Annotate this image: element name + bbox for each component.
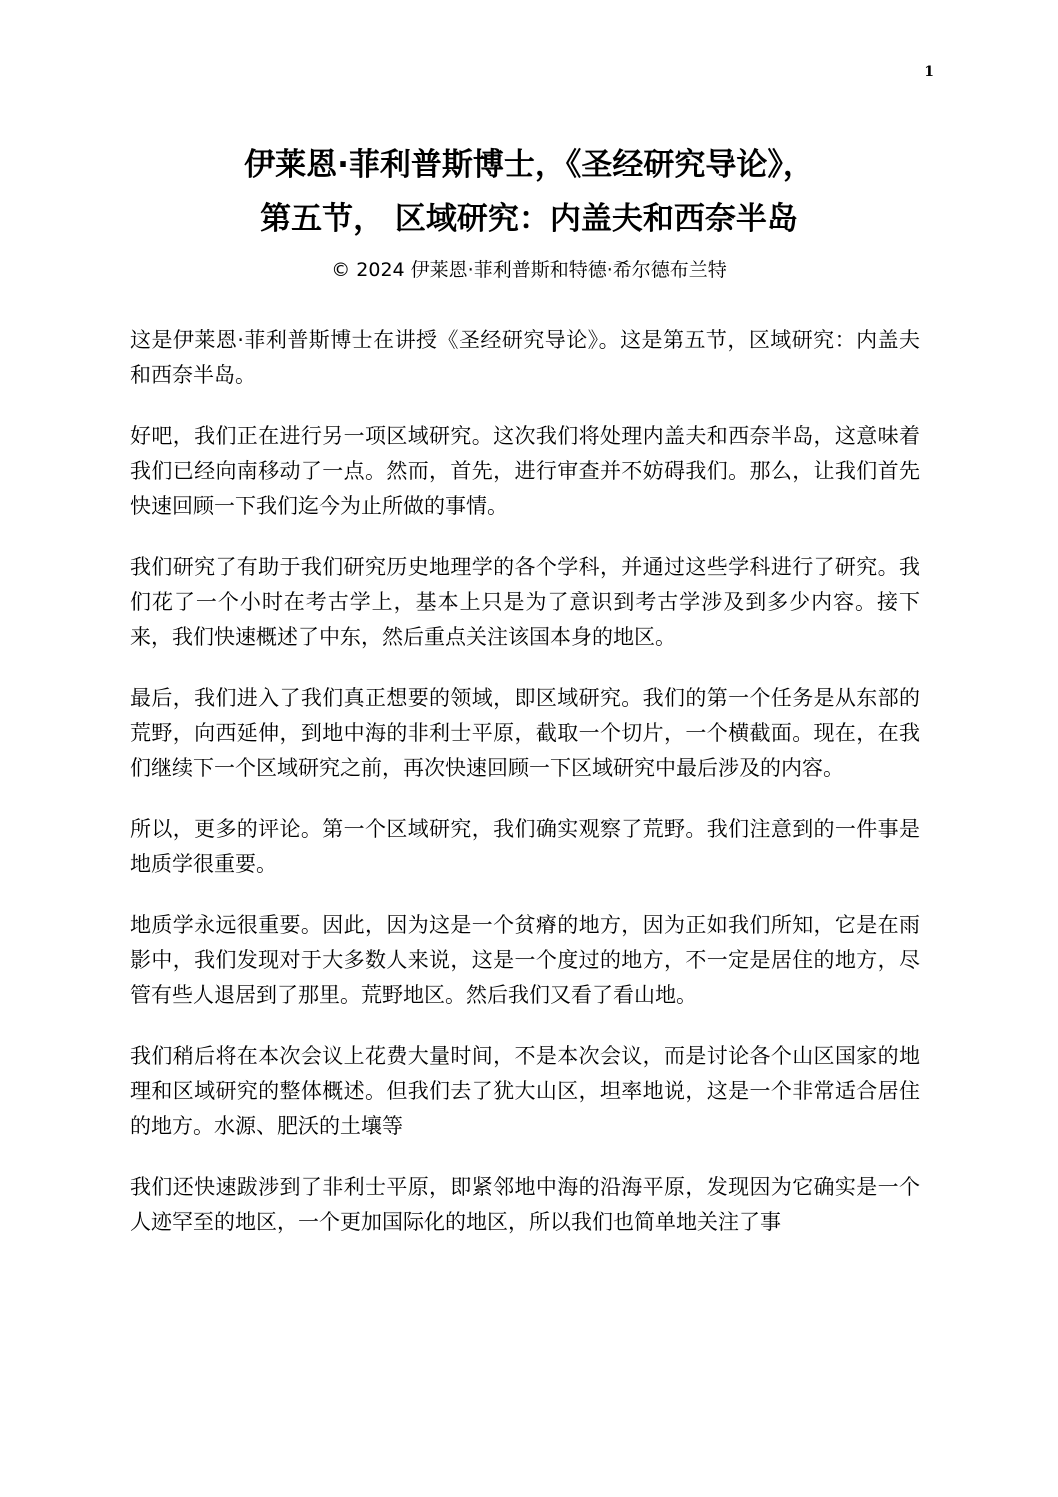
paragraph: 我们研究了有助于我们研究历史地理学的各个学科，并通过这些学科进行了研究。我们花了一个小时在考古学上，基本上只是为了意识到考古学涉及到多少内容。接下来，我们快速概述了中东，然后重点关注该国本身的地区。 (130, 555, 920, 649)
paragraph: 好吧，我们正在进行另一项区域研究。这次我们将处理内盖夫和西奈半岛，这意味着我们已经向南移动了一点。然而，首先，进行审查并不妨碍我们。那么，让我们首先快速回顾一下我们迄今为止所做的事情。 (130, 424, 920, 518)
paragraph: 我们还快速跋涉到了非利士平原，即紧邻地中海的沿海平原，发现因为它确实是一个人迹罕至的地区，一个更加国际化的地区，所以我们也简单地关注了事 (130, 1175, 920, 1234)
page-number: 1 (924, 64, 934, 80)
paragraph: 我们稍后将在本次会议上花费大量时间，不是本次会议，而是讨论各个山区国家的地理和区域研究的整体概述。但我们去了犹大山区，坦率地说，这是一个非常适合居住的地方。水源、肥沃的土壤等 (130, 1044, 920, 1138)
document-header (60, 138, 998, 284)
copyright-notice: © 2024 伊莱恩·菲利普斯和特德·希尔德布兰特 (331, 259, 727, 281)
document-body (130, 323, 920, 1266)
document-title-line-1: 伊莱恩·菲利普斯博士，《圣经研究导论》， (244, 147, 814, 183)
paragraph: 地质学永远很重要。因此，因为这是一个贫瘠的地方，因为正如我们所知，它是在雨影中，我们发现对于大多数人来说，这是一个度过的地方，不一定是居住的地方，尽管有些人退居到了那里。荒野地区。然后我们又看了看山地。 (130, 913, 920, 1007)
paragraph: 所以，更多的评论。第一个区域研究，我们确实观察了荒野。我们注意到的一件事是地质学很重要。 (130, 817, 920, 876)
document-title-line-2: 第五节， 区域研究：内盖夫和西奈半岛 (260, 201, 798, 237)
paragraph: 最后，我们进入了我们真正想要的领域，即区域研究。我们的第一个任务是从东部的荒野，向西延伸，到地中海的非利士平原，截取一个切片，一个横截面。现在，在我们继续下一个区域研究之前，再次快速回顾一下区域研究中最后涉及的内容。 (130, 686, 920, 780)
paragraph: 这是伊莱恩·菲利普斯博士在讲授《圣经研究导论》。这是第五节，区域研究：内盖夫和西奈半岛。 (130, 328, 920, 387)
